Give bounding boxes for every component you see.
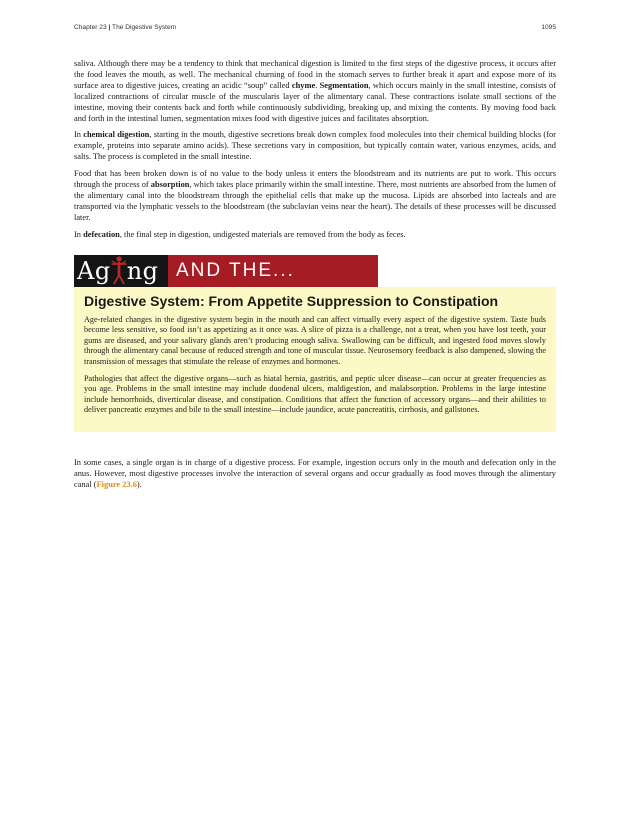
header-separator: | (108, 24, 111, 31)
text-run: In (74, 130, 84, 140)
term-defecation: defecation (83, 229, 120, 239)
aging-logo (74, 255, 159, 287)
term-chyme: chyme (291, 80, 316, 90)
term-absorption: absorption (150, 180, 190, 190)
aging-logo-prefix: Ag (77, 256, 111, 285)
term-segmentation: Segmentation (319, 80, 369, 90)
aging-box-paragraph-2: Pathologies that affect the digestive organs—such as hiatal hernia, gastritis, and peptic ulcer disease—can occur at greater frequencies as you age. Problems in the small intestine may include duodenal ulcers, maldigestion, and malabsorption. Problems in the large intestine include hemorrhoids, diverticular disease, and constipation. Conditions that affect the function of accessory organs—and their abilities to deliver pancreatic enzymes and bile to the small intestine—include jaundice, acute pancreatitis, cirrhosis, and gallstones. (84, 373, 546, 415)
chapter-title: The Digestive System (112, 24, 177, 31)
text-run: Food that has been broken down is of no value to the body unless it enters the bloodstream and its nutrients are put to work. This occurs through the process of (74, 169, 556, 190)
text-run: , the final step in digestion, undigested materials are removed from the body as feces. (119, 229, 406, 239)
banner-red-segment (168, 255, 378, 287)
text-run: In (74, 229, 84, 239)
paragraph-defecation (74, 230, 556, 241)
aging-box-title: Digestive System: From Appetite Suppression to Constipation (84, 292, 499, 309)
aging-box-paragraph-1: Age-related changes in the digestive system begin in the mouth and can affect virtually every aspect of the digestive system. Taste buds become less sensitive, so food isn’t as appetizing as it once was. A slice of pizza is a challenge, not a treat, when you have lost teeth, your gums are diseased, and your salivary glands aren’t producing enough saliva. Swallowing can be difficult, and ingested food moves slowly through the alimentary canal because of reduced strength and tone of muscular tissue. Neurosensory feedback is also dampened, slowing the transmission of messages that stimulate the release of enzymes and hormones. (84, 314, 546, 366)
aging-box (74, 287, 556, 432)
banner-black-segment (74, 255, 168, 287)
paragraph-absorption (74, 169, 556, 224)
aging-feature (74, 255, 556, 432)
text-run: In some cases, a single organ is in charge of a digestive process. For example, ingestion occurs only in the mouth and defecation only in the anus. However, most digestive processes involve the interaction of several organs and occur gradually as food moves through the alimentary canal ( (74, 457, 556, 489)
paragraph-chemical-digestion (74, 130, 556, 163)
paragraph-organ-interaction (74, 458, 556, 491)
aging-logo-suffix: ng (126, 256, 159, 285)
page-number: 1095 (541, 24, 556, 31)
chapter-label: Chapter 23 (74, 24, 107, 31)
text-run: ). (136, 479, 142, 489)
figure-23-6-link[interactable]: Figure 23.6 (96, 479, 137, 489)
text-run: saliva. Although there may be a tendency to think that mechanical digestion is limited to the first steps of the digestive process, it occurs after the food leaves the mouth, as well. The mechanical churning of food in the stomach serves to further break it apart and expose more of its surface area to digestive juices, creating an acidic “soup” called (74, 59, 556, 90)
running-head (74, 24, 176, 31)
banner-and-the: AND THE... (176, 259, 295, 281)
text-run: , which takes place primarily within the small intestine. There, most nutrients are absorbed from the lumen of the alimentary canal into the bloodstream through the epithelial cells that make up the mucosa. Lipids are absorbed into lacteals and are transported via the lymphatic vessels to the bloodstream (the subclavian veins near the heart). The details of these processes will be discussed later. (74, 180, 556, 222)
page-content (74, 59, 556, 497)
paragraph-mechanical-digestion (74, 59, 556, 124)
text-run: , starting in the mouth, digestive secretions break down complex food molecules into their chemical building blocks (for example, proteins into separate amino acids). These secretions vary in composition, but typically contain water, various enzymes, acids, and salts. The process is completed in the small intestine. (74, 130, 556, 162)
term-chemical-digestion: chemical digestion (83, 130, 150, 140)
aging-banner (74, 255, 378, 287)
text-run: . (315, 80, 320, 90)
text-run: , which occurs mainly in the small intestine, consists of localized contractions of circular muscle of the muscularis layer of the alimentary canal. These contractions isolate small sections of the intestine, moving their contents back and forth while continuously subdividing, breaking up, and mixing the contents. By moving food back and forth in the intestinal lumen, segmentation mixes food with digestive juices and facilitates absorption. (74, 80, 556, 123)
